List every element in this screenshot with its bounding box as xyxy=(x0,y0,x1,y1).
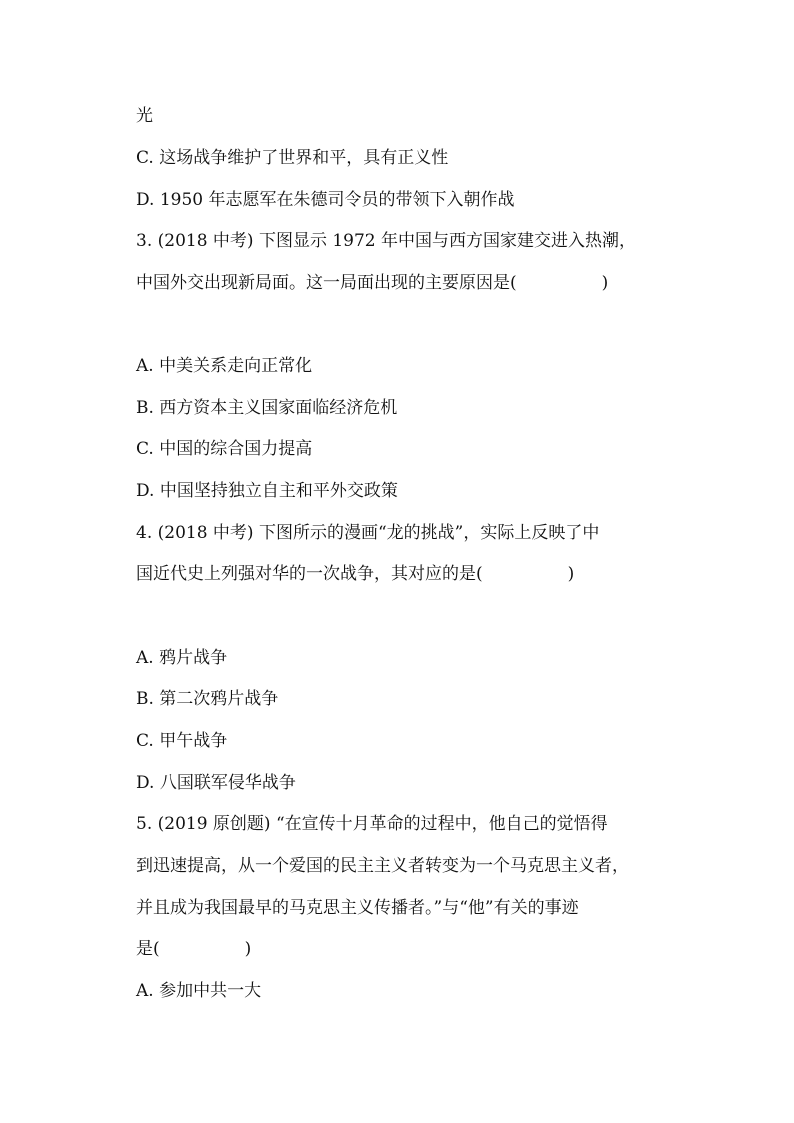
q4-stem-line-1: 4. (2018 中考) 下图所示的漫画“龙的挑战”，实际上反映了中 xyxy=(136,523,600,543)
q3-option-c: C. 中国的综合国力提高 xyxy=(136,439,313,459)
q5-stem-line-1: 5. (2019 原创题) “在宣传十月革命的过程中，他自己的觉悟得 xyxy=(136,814,608,834)
q3-option-d: D. 中国坚持独立自主和平外交政策 xyxy=(136,481,398,501)
q5-stem-line-4: 是( ) xyxy=(136,939,252,959)
q4-option-b: B. 第二次鸦片战争 xyxy=(136,689,279,709)
q3-stem-line-1: 3. (2018 中考) 下图显示 1972 年中国与西方国家建交进入热潮， xyxy=(136,231,637,251)
q5-stem-line-3: 并且成为我国最早的马克思主义传播者。”与“他”有关的事迹 xyxy=(136,898,579,918)
q4-stem-line-2: 国近代史上列强对华的一次战争，其对应的是( ) xyxy=(136,564,575,584)
q3-stem-line-2: 中国外交出现新局面。这一局面出现的主要原因是( ) xyxy=(136,273,609,293)
text-line-continuation: 光 xyxy=(136,106,153,126)
q4-option-a: A. 鸦片战争 xyxy=(136,648,228,668)
q3-option-b: B. 西方资本主义国家面临经济危机 xyxy=(136,398,398,418)
q2-option-d: D. 1950 年志愿军在朱德司令员的带领下入朝作战 xyxy=(136,190,515,210)
q5-option-a: A. 参加中共一大 xyxy=(136,981,262,1001)
q5-stem-line-2: 到迅速提高，从一个爱国的民主主义者转变为一个马克思主义者， xyxy=(136,856,629,876)
q4-option-c: C. 甲午战争 xyxy=(136,731,228,751)
q2-option-c: C. 这场战争维护了世界和平，具有正义性 xyxy=(136,148,449,168)
q3-option-a: A. 中美关系走向正常化 xyxy=(136,356,313,376)
q4-option-d: D. 八国联军侵华战争 xyxy=(136,773,296,793)
